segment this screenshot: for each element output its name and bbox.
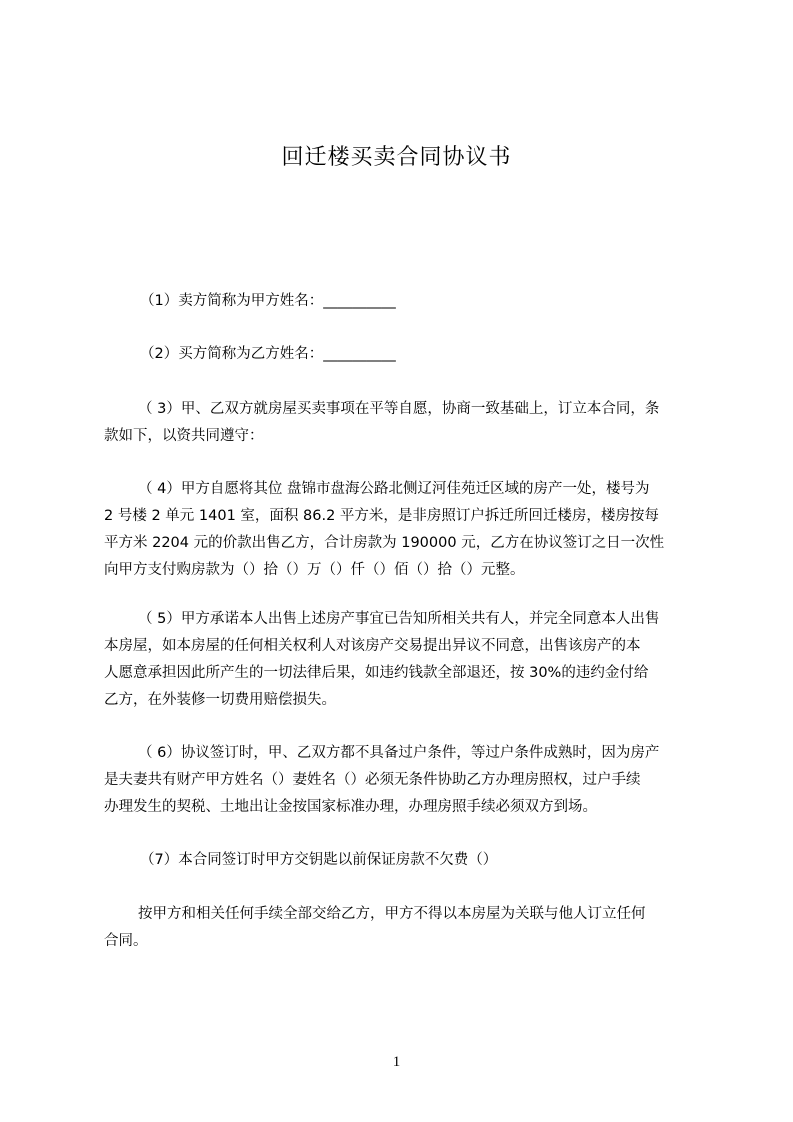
clause-4-property: （ 4）甲方自愿将其位 盘锦市盘海公路北侧辽河佳苑迁区域的房产一处，楼号为 2 号楼 2 单元 1401 室，面积 86.2 平方米，是非房照订户拆迁所回迁楼房，楼房按每 平方米 2204 元的价款出售乙方，合计房款为 190000 元，乙方在协议签订之日一次性 向甲方支付购房款为（）拾（）万（）仟（）佰（）拾（）元整。 [104,481,665,578]
clause-1-seller: （1）卖方简称为甲方姓名：__________ [140,293,396,309]
clause-3-principles: （ 3）甲、乙双方就房屋买卖事项在平等自愿，协商一致基础上，订立本合同，条 款如下，以资共同遵守： [104,401,660,444]
page-number: 1 [392,1054,401,1070]
clause-5-commitment: （ 5）甲方承诺本人出售上述房产事宜已告知所相关共有人，并完全同意本人出售 本房屋，如本房屋的任何相关权利人对该房产交易提出异议不同意，出售该房产的本 人愿意承担因此所产生的一切法律后果，如违约钱款全部退还，按 30%的违约金付给 乙方，在外装修一切费用赔偿损失。 [104,611,660,708]
closing-paragraph: 按甲方和相关任何手续全部交给乙方，甲方不得以本房屋为关联与他人订立任何 合同。 [104,906,646,949]
clause-6-transfer: （ 6）协议签订时，甲、乙双方都不具备过户条件，等过户条件成熟时，因为房产 是夫妻共有财产甲方姓名（）妻姓名（）必须无条件协助乙方办理房照权，过户手续 办理发生的契税、土地出让金按国家标准办理，办理房照手续必须双方到场。 [104,745,660,815]
document-title: 回迁楼买卖合同协议书 [281,145,512,170]
clause-7-keys: （7）本合同签订时甲方交钥匙以前保证房款不欠费（） [140,852,498,868]
clause-2-buyer: （2）买方简称为乙方姓名：__________ [140,346,396,362]
